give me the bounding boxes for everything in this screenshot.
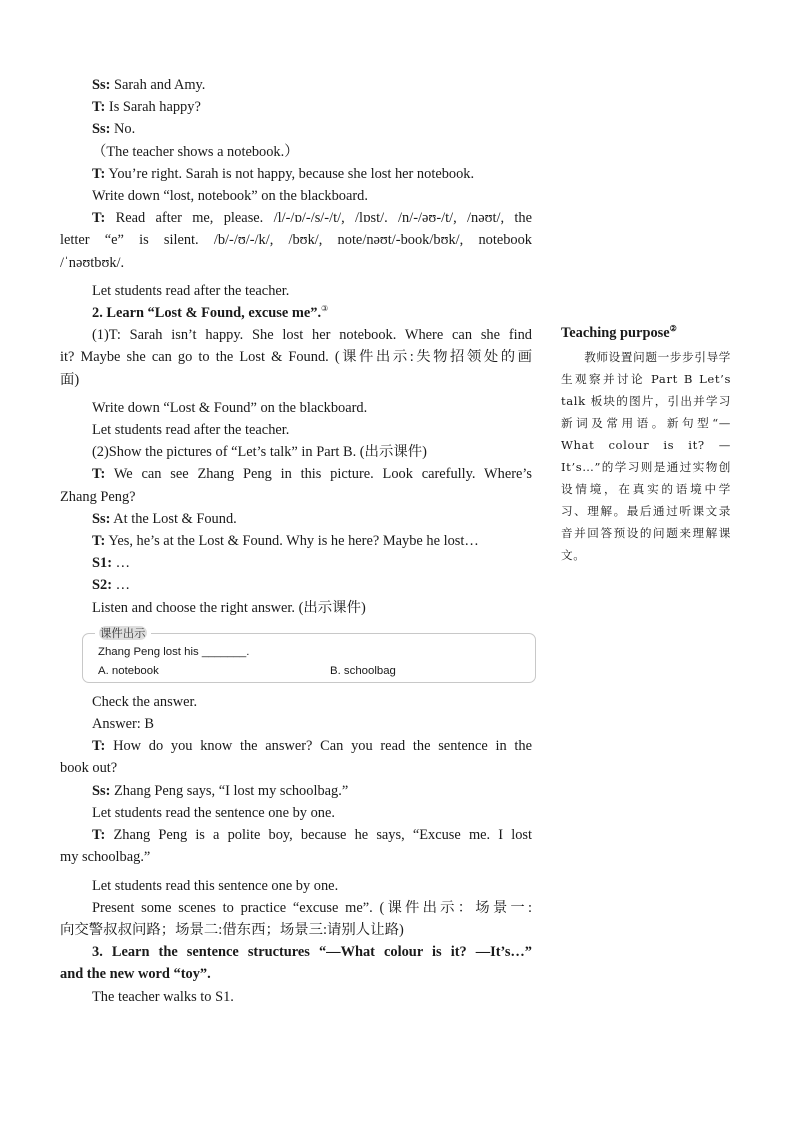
speaker-label: Ss: [92,77,111,93]
text-line [60,118,532,140]
text-line [60,508,532,530]
text-line [60,369,532,391]
line-text: Answer: B [92,716,154,733]
text-line [60,397,532,419]
text-line [60,252,532,274]
line-text: Let students read after the teacher. [92,282,290,299]
courseware-option-b: B. schoolbag [330,664,396,677]
text-line [60,757,532,779]
text-line [60,846,532,868]
line-text: it? Maybe she can go to the Lost & Found. (课件出示:失物招领处的画 [60,349,532,366]
line-text: 面) [60,371,80,388]
line-text: How do you know the answer? Can you read the sentence in the [105,738,532,755]
footnote-marker: ③ [321,304,329,314]
line-text: Zhang Peng says, “I lost my schoolbag.” [110,782,349,799]
text-line [60,463,532,485]
line-text: my schoolbag.” [60,849,151,866]
text-line [60,530,532,552]
speaker-label: T: [92,738,106,755]
speaker-label: T: [92,165,106,182]
text-line [60,735,532,757]
line-text: No. [110,121,136,138]
text-line [60,597,532,619]
text-line [60,875,532,897]
text-line [60,419,532,441]
text-line [60,941,532,963]
line-text: book out? [60,760,118,777]
lesson-main-column [60,74,532,1008]
text-line [60,986,532,1008]
line-text: Sarah and Amy. [110,77,206,93]
line-text: Is Sarah happy? [105,99,201,116]
text-line [60,441,532,463]
courseware-box [82,625,536,683]
line-text: (2)Show the pictures of “Let’s talk” in Part B. (出示课件) [92,444,427,461]
text-line [60,141,532,163]
text-line [60,780,532,802]
line-text: Zhang Peng is a polite boy, because he says, “Excuse me. I lost [105,827,532,844]
line-text: 向交警叔叔问路；场景二:借东西；场景三:请别人让路) [60,921,404,938]
text-line [60,486,532,508]
lesson-text-block-2 [60,691,532,1008]
line-text: Read after me, please. /l/-/ɒ/-/s/-/t/, /lɒst/. /n/-/əʊ-/t/, /nəʊt/, the [105,210,532,227]
text-line [60,919,532,941]
line-text: and the new word “toy”. [60,966,211,983]
line-text: … [112,555,130,572]
courseware-option-a: A. notebook [98,664,159,677]
speaker-label: T: [92,210,106,227]
speaker-label: T: [92,466,106,483]
line-text: Zhang Peng? [60,488,136,505]
line-text: Yes, he’s at the Lost & Found. Why is he here? Maybe he lost… [105,533,479,550]
speaker-label: Ss: [92,510,111,527]
line-text: letter “e” is silent. /b/-/ʊ/-/k/, /bʊk/, note/nəʊt/-book/bʊk/, notebook [60,232,532,249]
speaker-label: Ss: [92,782,111,799]
line-text: Write down “Lost & Found” on the blackboard. [92,399,368,416]
line-text: /ˈnəʊtbʊk/. [60,254,125,271]
sidebar-title-text: Teaching purpose [561,325,670,341]
speaker-label: S2: [92,577,112,594]
line-text: Check the answer. [92,693,198,710]
text-line [60,574,532,596]
line-text: Write down “lost, notebook” on the blackboard. [92,188,368,205]
line-text: （The teacher shows a notebook.） [92,143,299,160]
line-text: We can see Zhang Peng in this picture. Look carefully. Where’s [105,466,532,483]
text-line [60,324,532,346]
sidebar-body: 教师设置问题一步步引导学生观察并讨论 Part B Let’s talk 板块的图片，引出并学习新词及常用语。新句型“—What colour is it? —It’s…”的学习则是通过实物创设情境，在真实的语境中学习、理解。最后通过听课文录音并回答预设的问题来理解课文。 [561,350,731,562]
line-text: 2. Learn “Lost & Found, excuse me”. [92,305,322,322]
sidebar-title [561,322,731,344]
speaker-label: T: [92,533,106,550]
text-line [60,691,532,713]
courseware-question: Zhang Peng lost his _______. [98,645,250,658]
text-line [60,346,532,368]
sidebar-title-sup: ② [669,324,677,333]
text-line [60,824,532,846]
line-text: Present some scenes to practice “excuse me”. (课件出示：场景一: [92,899,532,916]
text-line [60,280,532,302]
line-text: The teacher walks to S1. [92,988,234,1005]
text-line [60,713,532,735]
line-text: (1)T: Sarah isn’t happy. She lost her notebook. Where can she find [92,327,532,344]
line-text: At the Lost & Found. [110,510,237,527]
text-line [60,207,532,229]
text-line [60,897,532,919]
speaker-label: T: [92,99,106,116]
line-text: Let students read after the teacher. [92,422,290,439]
text-line [60,552,532,574]
line-text: 3. Learn the sentence structures “—What colour is it? —It’s…” [92,944,532,961]
text-line [60,963,532,985]
courseware-tab-label [95,625,151,641]
line-text: Listen and choose the right answer. (出示课件) [92,599,366,616]
text-line [60,802,532,824]
speaker-label: Ss: [92,121,111,138]
text-line [60,302,532,324]
text-line [60,185,532,207]
text-line [60,96,532,118]
speaker-label: T: [92,827,106,844]
text-line [60,229,532,251]
lesson-text-block-1 [60,74,532,619]
text-line [60,74,532,96]
line-text: You’re right. Sarah is not happy, because she lost her notebook. [105,165,475,182]
line-text: Let students read this sentence one by one. [92,877,339,894]
courseware-tab-text: 课件出示 [100,625,146,640]
teaching-purpose-sidebar [561,322,731,566]
text-line [60,163,532,185]
line-text: … [112,577,130,594]
line-text: Let students read the sentence one by one. [92,804,335,821]
speaker-label: S1: [92,555,112,572]
